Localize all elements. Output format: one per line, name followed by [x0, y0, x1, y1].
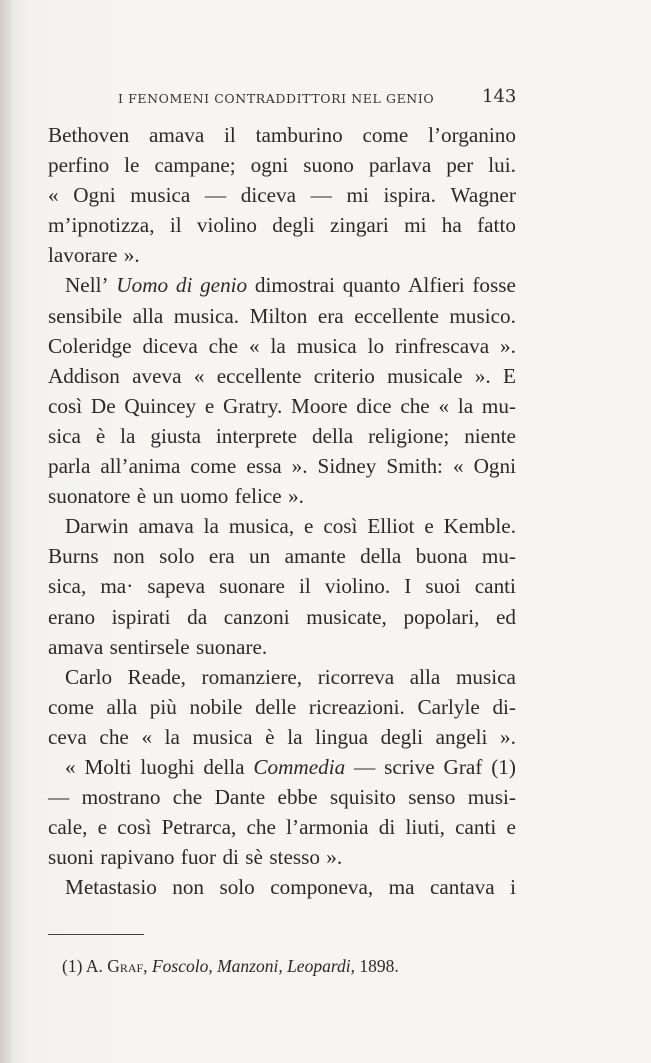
text-line: Coleridge diceva che « la musica lo rinfrescava ».	[48, 333, 516, 358]
page-edge-shadow	[0, 0, 14, 1063]
text-line: Carlo Reade, romanziere, ricorreva alla musica	[65, 664, 516, 689]
text-line: amava sentirsele suonare.	[48, 634, 268, 659]
text-line: — mostrano che Dante ebbe squisito senso musi-	[48, 785, 516, 810]
text-line: « Ogni musica — diceva — mi ispira. Wagner	[48, 183, 516, 208]
footnote-rule	[48, 934, 144, 935]
text-line: Nell’ Uomo di genio dimostrai quanto Alfieri fosse	[65, 273, 516, 298]
text-line: cale, e così Petrarca, che l’armonia di liuti, canti e	[48, 815, 516, 840]
text-line: parla all’anima come essa ». Sidney Smith: « Ogni	[48, 454, 516, 479]
text-line: Burns non solo era un amante della buona mu-	[48, 544, 516, 569]
text-line: sica è la giusta interprete della religione; niente	[48, 423, 516, 448]
text-line: Metastasio non solo componeva, ma cantava i	[65, 875, 516, 900]
text-line: Bethoven amava il tamburino come l’organino	[48, 123, 516, 147]
text-line: come alla più nobile delle ricreazioni. Carlyle di-	[48, 694, 516, 719]
text-line: ceva che « la musica è la lingua degli angeli ».	[48, 724, 516, 749]
text-line: erano ispirati da canzoni musicate, popolari, ed	[48, 604, 516, 629]
text-line: sica, ma· sapeva suonare il violino. I suoi canti	[48, 574, 516, 599]
footnote-year: 1898.	[359, 956, 399, 976]
text-line: lavorare ».	[48, 243, 140, 268]
page-number: 143	[482, 86, 517, 107]
body-text	[48, 120, 516, 902]
text-line: perfino le campane; ogni suono parlava per lui.	[48, 153, 516, 178]
text-line: suonatore è un uomo felice ».	[48, 484, 304, 509]
footnote	[62, 956, 399, 977]
footnote-author: Graf,	[107, 956, 148, 976]
running-head: I FENOMENI CONTRADDITTORI NEL GENIO	[118, 91, 435, 106]
footnote-title: Foscolo, Manzoni, Leopardi,	[151, 956, 355, 976]
text-line: così De Quincey e Gratry. Moore dice che « la mu-	[48, 393, 516, 418]
text-line: Darwin amava la musica, e così Elliot e Kemble.	[65, 514, 516, 539]
text-line: suoni rapivano fuor di sè stesso ».	[48, 845, 343, 870]
footnote-marker: (1) A.	[62, 956, 103, 976]
text-line: sensibile alla musica. Milton era eccellente musico.	[48, 303, 516, 328]
text-line: Addison aveva « eccellente criterio musicale ». E	[48, 363, 516, 388]
text-line: m’ipnotizza, il violino degli zingari mi ha fatto	[48, 213, 516, 238]
text-line: « Molti luoghi della Commedia — scrive Graf (1)	[65, 754, 516, 779]
